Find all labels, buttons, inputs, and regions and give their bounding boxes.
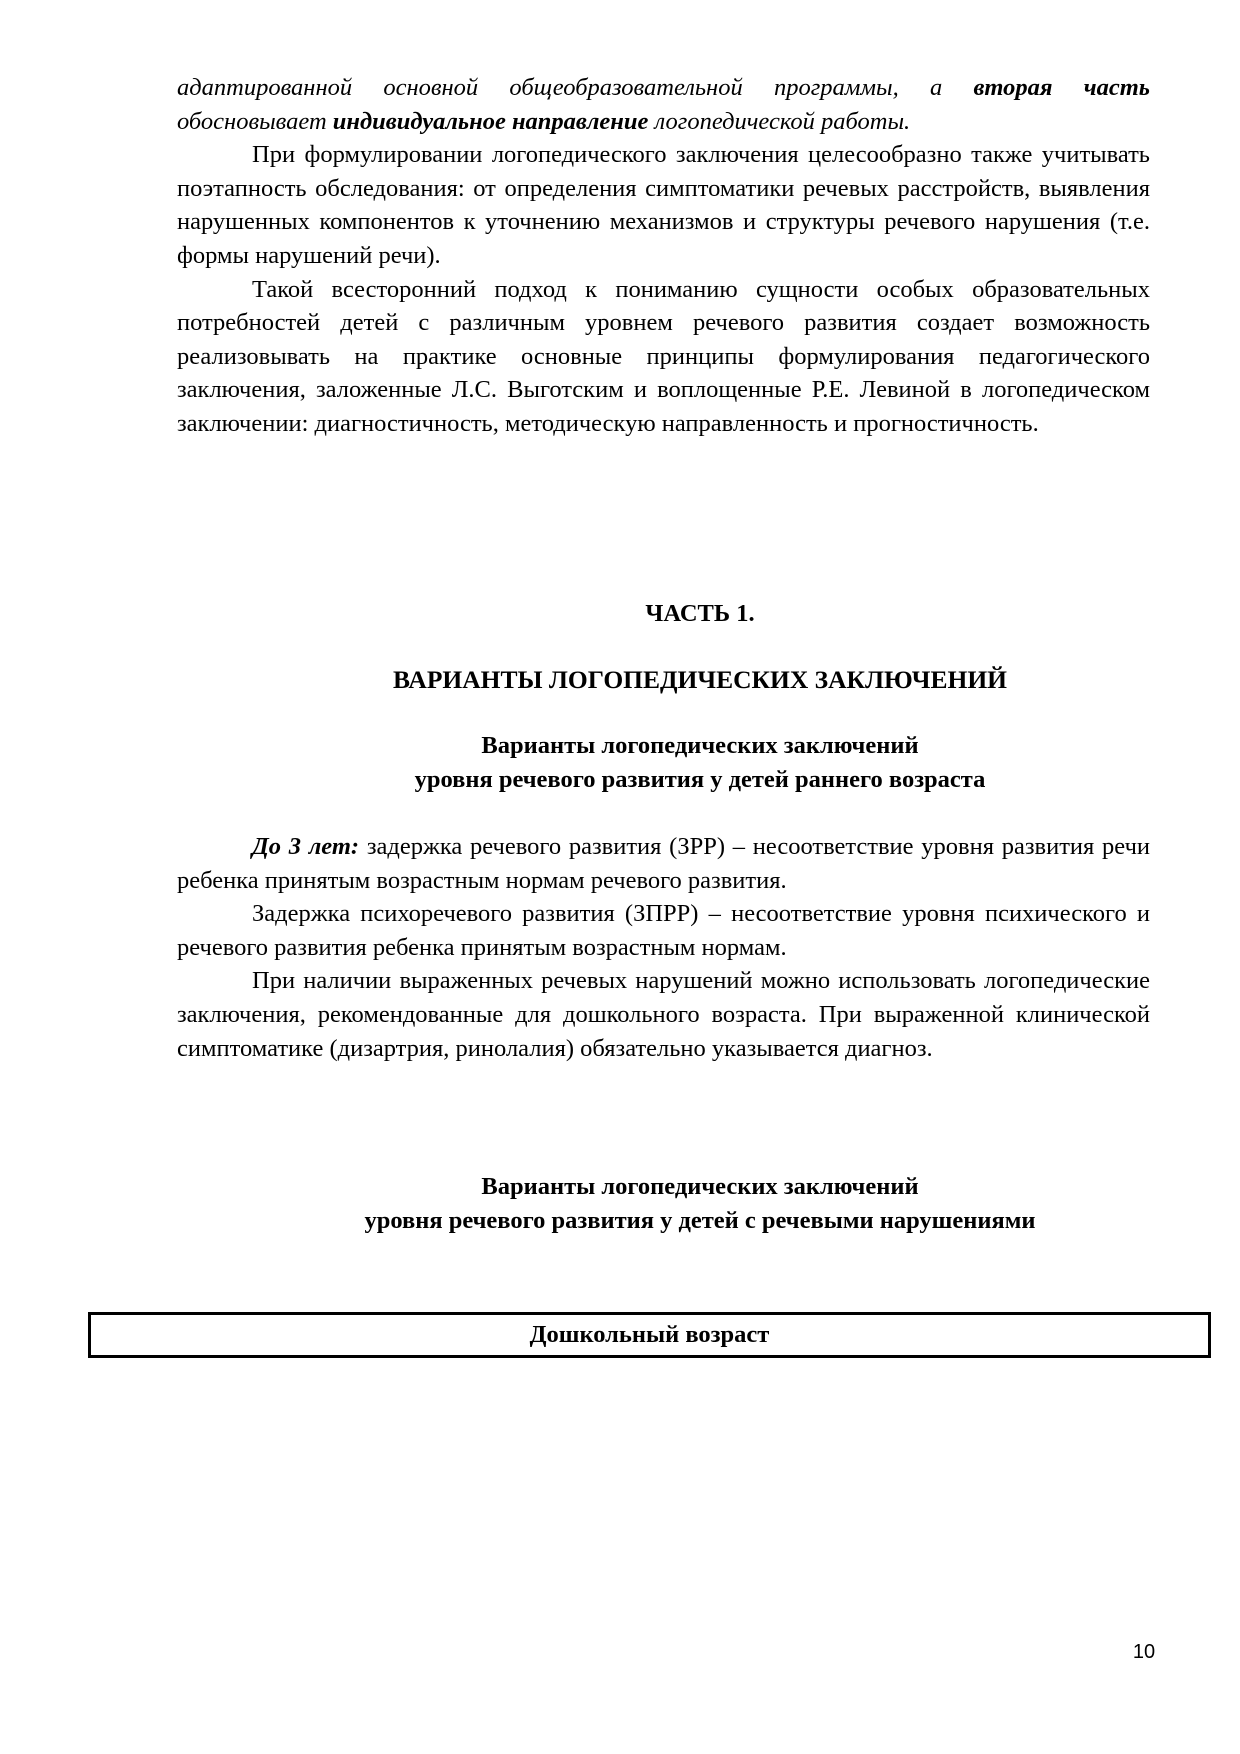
intro-paragraph-1 (177, 71, 1150, 138)
section-early-text-block (177, 830, 1150, 1065)
intro-p1-bold-second-part: вторая часть (973, 74, 1150, 101)
intro-p1-segment: адаптированной основной общеобразовательной программы, а (177, 74, 974, 101)
early-p1-text: задержка речевого развития (ЗРР) – несоответствие уровня развития речи ребенка принятым возрастным нормам речевого развития. (177, 833, 1150, 894)
intro-p1-segment: обосновывает (177, 107, 333, 135)
part-label: ЧАСТЬ 1. (645, 600, 755, 627)
page-number: 10 (1132, 1641, 1156, 1663)
early-paragraph-2: Задержка психоречевого развития (ЗПРР) – несоответствие уровня психического и речевого развития ребенка принятым возрастным нормам. (177, 900, 1150, 961)
early-paragraph-1 (177, 830, 1150, 897)
age-lead-label: До 3 лет: (252, 833, 360, 860)
section-disorders-heading (177, 1170, 1223, 1237)
part-title: ВАРИАНТЫ ЛОГОПЕДИЧЕСКИХ ЗАКЛЮЧЕНИЙ (393, 665, 1007, 694)
section-disorders-heading-line-1: Варианты логопедических заключений (481, 1173, 919, 1200)
intro-paragraph-2: При формулировании логопедического заключения целесообразно также учитывать поэтапность обследования: от определения симптоматики речевых расстройств, выявления нарушенных компонентов к уточнению механизмов и структуры речевого нарушения (т.е. формы нарушений речи). (177, 141, 1150, 269)
section-disorders-heading-line-2: уровня речевого развития у детей с речевыми нарушениями (364, 1206, 1036, 1234)
section-early-heading-line-1: Варианты логопедических заключений (481, 732, 919, 759)
table-header-preschool (88, 1312, 1211, 1358)
table-header-label: Дошкольный возраст (529, 1321, 770, 1348)
section-early-heading-line-2: уровня речевого развития у детей раннего возраста (414, 765, 986, 793)
section-early-heading (177, 729, 1223, 796)
intro-p1-bold-individual-direction: индивидуальное направление (332, 107, 649, 135)
early-paragraph-3: При наличии выраженных речевых нарушений можно использовать логопедические заключения, рекомендованные для дошкольного возраста. При выраженной клинической симптоматике (дизартрия, ринолалия) обязательно указывается диагноз. (177, 967, 1150, 1062)
intro-paragraph-3: Такой всесторонний подход к пониманию сущности особых образовательных потребностей детей с различным уровнем речевого развития создает возможность реализовывать на практике основные принципы формулирования педагогического заключения, заложенные Л.С. Выготским и воплощенные Р.Е. Левиной в логопедическом заключении: диагностичность, методическую направленность и прогностичность. (177, 275, 1150, 437)
intro-text-block (177, 71, 1150, 441)
intro-p1-segment: логопедической работы. (648, 107, 911, 135)
